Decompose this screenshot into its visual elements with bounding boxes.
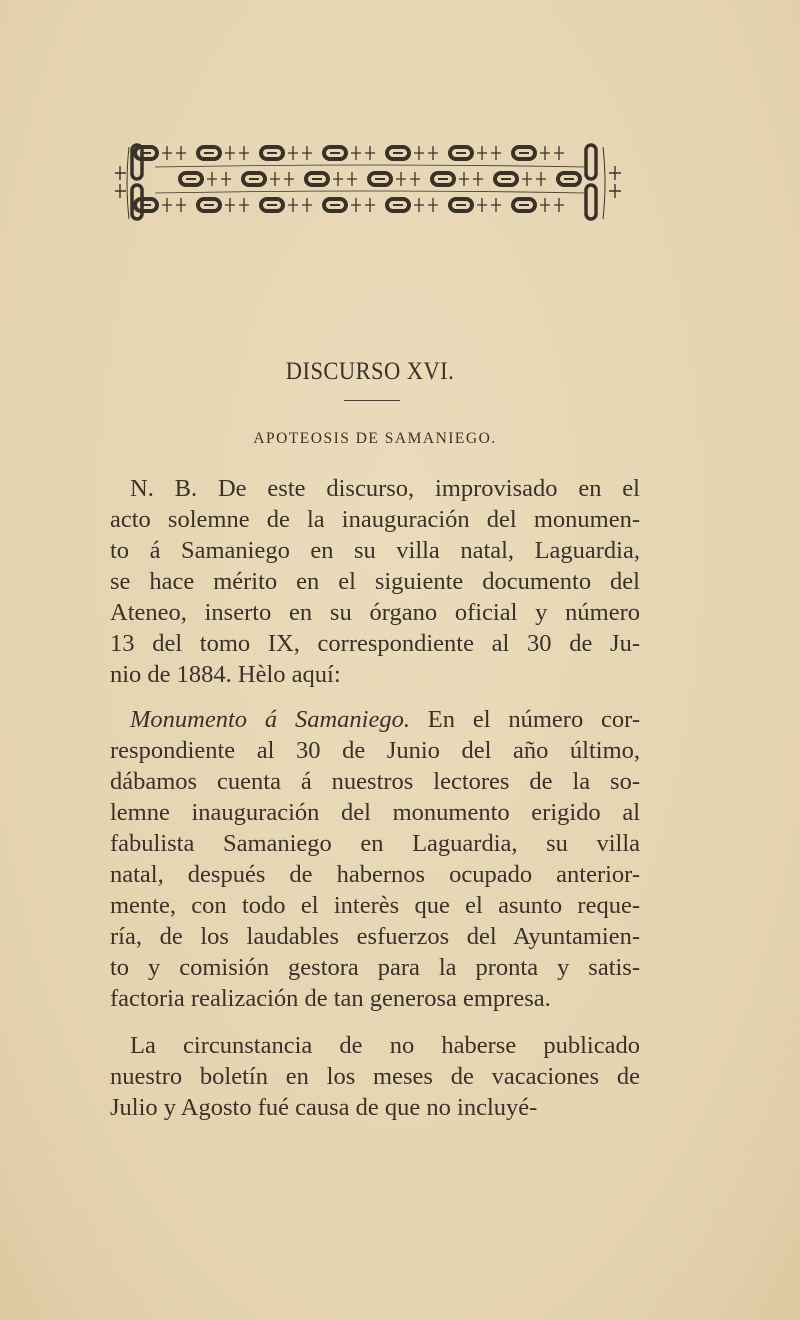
text-line: fabulista Samaniego en Laguardia, su villa <box>110 830 640 857</box>
text-line <box>130 705 640 735</box>
text-line: factoria realización de tan generosa empresa. <box>110 985 551 1012</box>
cross-icon <box>459 172 469 186</box>
cross-icon <box>477 146 487 160</box>
cross-icon <box>491 146 501 160</box>
text-line: 13 del tomo IX, correspondiente al 30 de Ju- <box>110 630 640 657</box>
cross-icon <box>333 172 343 186</box>
text-line: nio de 1884. Hèlo aquí: <box>110 661 341 688</box>
cross-icon <box>288 146 298 160</box>
cross-icon <box>221 172 231 186</box>
cross-icon <box>207 172 217 186</box>
cross-icon <box>176 198 186 212</box>
cross-icon <box>473 172 483 186</box>
cross-icon <box>554 198 564 212</box>
cross-icon <box>414 146 424 160</box>
cross-icon <box>225 146 235 160</box>
cross-icon <box>477 198 487 212</box>
text-line: natal, después de habernos ocupado anterior- <box>110 861 640 888</box>
chapter-title: DISCURSO XVI. <box>285 358 455 385</box>
text-line: N. B. De este discurso, improvisado en el <box>130 475 640 502</box>
cross-icon <box>351 198 361 212</box>
cross-icon <box>491 198 501 212</box>
cross-icon <box>162 146 172 160</box>
text-line: mente, con todo el interès que el asunto reque- <box>110 892 640 919</box>
cross-icon <box>410 172 420 186</box>
italic-heading: Monumento á Samaniego. <box>130 706 410 733</box>
chapter-subtitle: APOTEOSIS DE SAMANIEGO. <box>253 430 497 447</box>
cross-icon <box>288 198 298 212</box>
cross-icon <box>428 146 438 160</box>
text-line: respondiente al 30 de Junio del año último, <box>110 737 640 764</box>
text-line: nuestro boletín en los meses de vacaciones de <box>110 1063 640 1090</box>
title-rule <box>344 400 400 401</box>
cross-icon <box>270 172 280 186</box>
cross-icon <box>284 172 294 186</box>
cross-icon <box>351 146 361 160</box>
cross-icon <box>162 198 172 212</box>
cross-icon <box>522 172 532 186</box>
text-run: En el número cor- <box>409 706 640 733</box>
cross-icon <box>225 198 235 212</box>
cross-icon <box>239 198 249 212</box>
text-line: Julio y Agosto fué causa de que no incluyé- <box>110 1094 538 1121</box>
cross-icon <box>239 146 249 160</box>
cross-icon <box>365 198 375 212</box>
text-line: Ateneo, inserto en su órgano oficial y número <box>110 599 640 626</box>
cross-icon <box>302 198 312 212</box>
text-line: ría, de los laudables esfuerzos del Ayuntamien- <box>110 923 640 950</box>
cross-icon <box>176 146 186 160</box>
text-line: lemne inauguración del monumento erigido al <box>110 799 640 826</box>
cross-icon <box>536 172 546 186</box>
cross-icon <box>365 146 375 160</box>
text-line: se hace mérito en el siguiente documento del <box>110 568 640 595</box>
text-line: acto solemne de la inauguración del monumen- <box>110 506 640 533</box>
cross-icon <box>347 172 357 186</box>
cross-icon <box>414 198 424 212</box>
cross-icon <box>540 146 550 160</box>
text-line: dábamos cuenta á nuestros lectores de la so- <box>110 768 640 795</box>
text-line: to á Samaniego en su villa natal, Laguardia, <box>110 537 640 564</box>
cross-icon <box>396 172 406 186</box>
cross-icon <box>540 198 550 212</box>
chain-ornament <box>115 143 635 223</box>
cross-icon <box>554 146 564 160</box>
cross-icon <box>302 146 312 160</box>
text-line: to y comisión gestora para la pronta y satis- <box>110 954 640 981</box>
text-line: La circunstancia de no haberse publicado <box>130 1032 640 1059</box>
cross-icon <box>428 198 438 212</box>
